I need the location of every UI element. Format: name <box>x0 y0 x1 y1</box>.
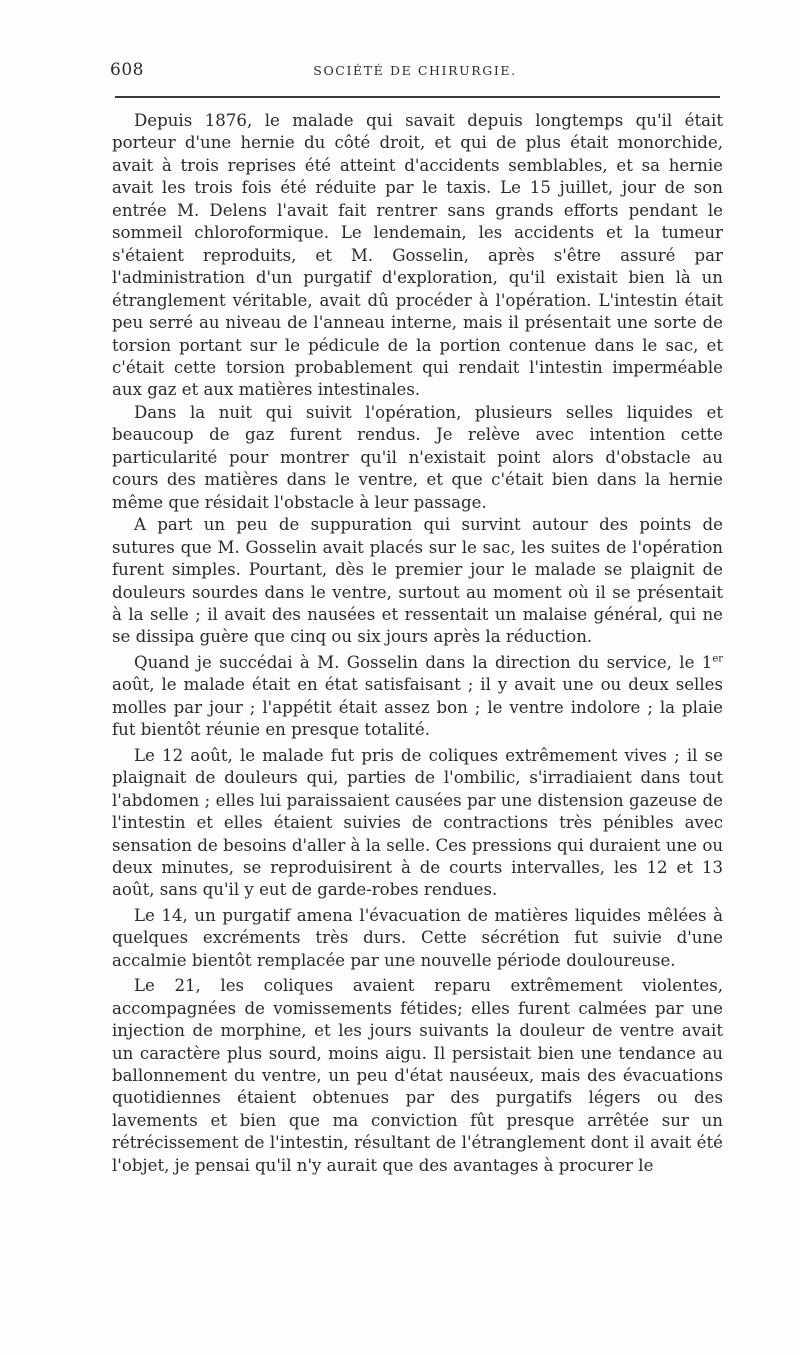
paragraph: Le 12 août, le malade fut pris de coliques extrêmement vives ; il se plaignait de douleurs qui, parties de l'ombilic, s'irradiaient dans tout l'abdomen ; elles lui paraissaient causées par une distension gazeuse de l'intestin et elles étaient suivies de contractions très pénibles avec sensation de besoins d'aller à la selle. Ces pressions qui duraient une ou deux minutes, se reproduisirent à de courts intervalles, les 12 et 13 août, sans qu'il y eut de garde-robes rendues. <box>112 745 723 900</box>
paragraph-continuation: août, le malade était en état satisfaisant ; il y avait une ou deux selles molles par jour ; l'appétit était assez bon ; le ventre indolore ; la plaie fut bientôt réunie en presque totalité. <box>112 675 723 740</box>
body-text <box>112 110 723 1177</box>
page-number: 608 <box>110 60 144 80</box>
running-title: SOCIÉTÉ DE CHIRURGIE. <box>313 63 517 78</box>
paragraph: Depuis 1876, le malade qui savait depuis longtemps qu'il était porteur d'une hernie du côté droit, et qui de plus était monorchide, avait à trois reprises été atteint d'accidents semblables, et sa hernie avait les trois fois été réduite par le taxis. Le 15 juillet, jour de son entrée M. Delens l'avait fait rentrer sans grands efforts pendant le sommeil chloroformique. Le lendemain, les accidents et la tumeur s'étaient reproduits, et M. Gosselin, après s'être assuré par l'administration d'un purgatif d'exploration, qu'il existait bien là un étranglement véritable, avait dû procéder à l'opération. L'intestin était peu serré au niveau de l'anneau interne, mais il présentait une sorte de torsion portant sur le pédicule de la portion contenue dans le sac, et c'était cette torsion probablement qui rendait l'intestin imperméable aux gaz et aux matières intestinales. <box>112 111 723 400</box>
header-rule <box>115 96 720 98</box>
paragraph: Le 21, les coliques avaient reparu extrêmement violentes, accompagnées de vomissements fétides; elles furent calmées par une injection de morphine, et les jours suivants la douleur de ventre avait un caractère plus sourd, moins aigu. Il persistait bien une tendance au ballonnement du ventre, un peu d'état nauséeux, mais des évacuations quotidiennes étaient obtenues par des purgatifs légers ou des lavements et bien que ma conviction fût presque arrêtée sur un rétrécissement de l'intestin, résultant de l'étranglement dont il avait été l'objet, je pensai qu'il n'y aurait que des avantages à procurer le <box>112 976 723 1175</box>
paragraph: Le 14, un purgatif amena l'évacuation de matières liquides mêlées à quelques excréments très durs. Cette sécrétion fut suivie d'une accalmie bientôt remplacée par une nouvelle période douloureuse. <box>112 905 723 970</box>
page-header <box>110 60 720 90</box>
ordinal-suffix: er <box>712 653 724 665</box>
paragraph <box>112 652 723 742</box>
paragraph-lead: Quand je succédai à M. Gosselin dans la direction du service, le <box>134 652 695 672</box>
paragraph: Dans la nuit qui suivit l'opération, plusieurs selles liquides et beaucoup de gaz furent rendus. Je relève avec intention cette particularité pour montrer qu'il n'existait point alors d'obstacle au cours des matières dans le ventre, et que c'était bien dans la hernie même que résidait l'obstacle à leur passage. <box>112 402 723 512</box>
paragraph: A part un peu de suppuration qui survint autour des points de sutures que M. Gosselin avait placés sur le sac, les suites de l'opération furent simples. Pourtant, dès le premier jour le malade se plaignit de douleurs sourdes dans le ventre, surtout au moment où il se présentait à la selle ; il avait des nausées et ressentait un malaise général, qui ne se dissipa guère que cinq ou six jours après la réduction. <box>112 515 723 647</box>
ordinal-number: 1 <box>701 652 713 672</box>
